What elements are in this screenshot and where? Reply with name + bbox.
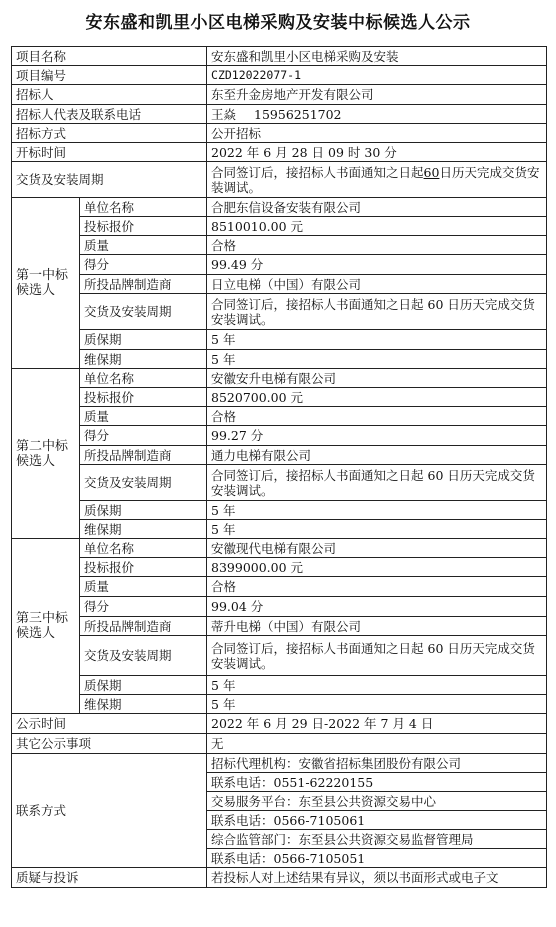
candidate-3-label-warranty: 质保期 <box>80 676 207 695</box>
candidate-3-label-brand: 所投品牌制造商 <box>80 617 207 636</box>
candidate-1-label-period: 交货及安装周期 <box>80 294 207 330</box>
candidate-3-value-price: 8399000.00 元 <box>207 558 547 577</box>
label-publicity: 公示时间 <box>12 714 207 734</box>
row-publicity <box>12 714 547 734</box>
contact-line-6: 联系电话：0566-7105051 <box>207 849 547 868</box>
row-contact-line <box>12 754 547 773</box>
label-open-time: 开标时间 <box>12 143 207 162</box>
candidate-2-row-maintenance <box>12 520 547 539</box>
candidate-3-row-score <box>12 597 547 617</box>
candidate-3-label-score: 得分 <box>80 597 207 617</box>
candidate-1-value-price: 8510010.00 元 <box>207 217 547 236</box>
contact-line-2: 联系电话：0551-62220155 <box>207 773 547 792</box>
candidate-3-value-period: 合同签订后，接招标人书面通知之日起 60 日历天完成交货安装调试。 <box>207 636 547 676</box>
label-rep: 招标人代表及联系电话 <box>12 105 207 124</box>
candidate-2-row-score <box>12 426 547 446</box>
value-open-time: 2022 年 6 月 28 日 09 时 30 分 <box>207 143 547 162</box>
contact-line-4: 联系电话：0566-7105061 <box>207 811 547 830</box>
bid-table <box>11 46 547 888</box>
candidate-3-group-label: 第三中标候选人 <box>12 539 80 714</box>
row-open-time <box>12 143 547 162</box>
value-rep <box>207 105 547 124</box>
candidate-3-row-quality <box>12 577 547 597</box>
candidate-1-label-quality: 质量 <box>80 236 207 255</box>
candidate-3-label-maintenance: 维保期 <box>80 695 207 714</box>
row-delivery <box>12 162 547 198</box>
candidate-2-row-price <box>12 388 547 407</box>
candidate-1-value-maintenance: 5 年 <box>207 350 547 369</box>
candidate-2-label-brand: 所投品牌制造商 <box>80 446 207 465</box>
candidate-1-value-unit: 合肥东信设备安装有限公司 <box>207 198 547 217</box>
candidate-1-label-unit: 单位名称 <box>80 198 207 217</box>
candidate-3-value-brand: 蒂升电梯（中国）有限公司 <box>207 617 547 636</box>
candidate-1-label-price: 投标报价 <box>80 217 207 236</box>
row-other <box>12 734 547 754</box>
label-project-name: 项目名称 <box>12 47 207 66</box>
candidate-3-value-unit: 安徽现代电梯有限公司 <box>207 539 547 558</box>
label-complaint: 质疑与投诉 <box>12 868 207 888</box>
candidate-2-value-unit: 安徽安升电梯有限公司 <box>207 369 547 388</box>
contact-line-5: 综合监管部门：东至县公共资源交易监督管理局 <box>207 830 547 849</box>
candidate-3-row-brand <box>12 617 547 636</box>
candidate-3-value-warranty: 5 年 <box>207 676 547 695</box>
delivery-days: 60 <box>423 164 440 180</box>
candidate-1-row-score <box>12 255 547 275</box>
candidate-2-label-quality: 质量 <box>80 407 207 426</box>
candidate-3-row-price <box>12 558 547 577</box>
candidate-2-value-period: 合同签订后，接招标人书面通知之日起 60 日历天完成交货安装调试。 <box>207 465 547 501</box>
candidate-2-group-label: 第二中标候选人 <box>12 369 80 539</box>
row-rep <box>12 105 547 124</box>
candidate-2-value-quality: 合格 <box>207 407 547 426</box>
candidate-3-label-unit: 单位名称 <box>80 539 207 558</box>
label-other: 其它公示事项 <box>12 734 207 754</box>
label-contact: 联系方式 <box>12 754 207 868</box>
candidate-2-value-brand: 通力电梯有限公司 <box>207 446 547 465</box>
candidate-1-label-score: 得分 <box>80 255 207 275</box>
candidate-2-row-brand <box>12 446 547 465</box>
value-complaint: 若投标人对上述结果有异议，须以书面形式或电子文 <box>207 868 547 888</box>
candidate-2-value-maintenance: 5 年 <box>207 520 547 539</box>
page-title: 安东盛和凯里小区电梯采购及安装中标候选人公示 <box>85 13 471 33</box>
value-other: 无 <box>207 734 547 754</box>
contact-line-1: 招标代理机构：安徽省招标集团股份有限公司 <box>207 754 547 773</box>
delivery-post: 日历天完成交货安装调试。 <box>211 164 540 195</box>
candidate-1-value-score: 99.49 分 <box>207 255 547 275</box>
candidate-1-row-maintenance <box>12 350 547 369</box>
candidate-2-row-warranty <box>12 501 547 520</box>
label-delivery: 交货及安装周期 <box>12 162 207 198</box>
rep-phone: 15956251702 <box>254 106 342 122</box>
candidate-1-label-maintenance: 维保期 <box>80 350 207 369</box>
candidate-3-row-warranty <box>12 676 547 695</box>
value-project-name: 安东盛和凯里小区电梯采购及安装 <box>207 47 547 66</box>
contact-line-3: 交易服务平台：东至县公共资源交易中心 <box>207 792 547 811</box>
candidate-1-label-brand: 所投品牌制造商 <box>80 275 207 294</box>
candidate-2-label-warranty: 质保期 <box>80 501 207 520</box>
candidate-2-row-unit <box>12 369 547 388</box>
candidate-3-row-period <box>12 636 547 676</box>
candidate-1-value-quality: 合格 <box>207 236 547 255</box>
delivery-pre: 合同签订后，接招标人书面通知之日起 <box>211 164 424 180</box>
row-method <box>12 124 547 143</box>
candidate-1-value-brand: 日立电梯（中国）有限公司 <box>207 275 547 294</box>
row-project-name <box>12 47 547 66</box>
candidate-1-row-period <box>12 294 547 330</box>
candidate-1-row-warranty <box>12 330 547 350</box>
label-tenderer: 招标人 <box>12 85 207 105</box>
candidate-3-value-maintenance: 5 年 <box>207 695 547 714</box>
value-tenderer: 东至升金房地产开发有限公司 <box>207 85 547 105</box>
candidate-1-value-warranty: 5 年 <box>207 330 547 350</box>
candidate-3-label-price: 投标报价 <box>80 558 207 577</box>
candidate-2-row-period <box>12 465 547 501</box>
candidate-1-group-label: 第一中标候选人 <box>12 198 80 369</box>
value-project-no: CZD12022077-1 <box>207 66 547 85</box>
candidate-2-row-quality <box>12 407 547 426</box>
row-complaint <box>12 868 547 888</box>
value-publicity: 2022 年 6 月 29 日-2022 年 7 月 4 日 <box>207 714 547 734</box>
candidate-3-label-quality: 质量 <box>80 577 207 597</box>
value-method: 公开招标 <box>207 124 547 143</box>
label-method: 招标方式 <box>12 124 207 143</box>
candidate-2-label-price: 投标报价 <box>80 388 207 407</box>
row-project-no <box>12 66 547 85</box>
row-tenderer <box>12 85 547 105</box>
candidate-2-label-unit: 单位名称 <box>80 369 207 388</box>
candidate-3-row-unit <box>12 539 547 558</box>
candidate-3-row-maintenance <box>12 695 547 714</box>
candidate-2-value-price: 8520700.00 元 <box>207 388 547 407</box>
candidate-2-value-warranty: 5 年 <box>207 501 547 520</box>
candidate-1-row-brand <box>12 275 547 294</box>
candidate-3-value-score: 99.04 分 <box>207 597 547 617</box>
candidate-1-label-warranty: 质保期 <box>80 330 207 350</box>
candidate-2-value-score: 99.27 分 <box>207 426 547 446</box>
candidate-3-value-quality: 合格 <box>207 577 547 597</box>
candidate-2-label-maintenance: 维保期 <box>80 520 207 539</box>
candidate-1-row-quality <box>12 236 547 255</box>
candidate-3-label-period: 交货及安装周期 <box>80 636 207 676</box>
candidate-1-value-period: 合同签订后，接招标人书面通知之日起 60 日历天完成交货安装调试。 <box>207 294 547 330</box>
rep-name: 王焱 <box>211 106 237 122</box>
value-delivery <box>207 162 547 198</box>
label-project-no: 项目编号 <box>12 66 207 85</box>
candidate-1-row-unit <box>12 198 547 217</box>
candidate-2-label-score: 得分 <box>80 426 207 446</box>
candidate-1-row-price <box>12 217 547 236</box>
candidate-2-label-period: 交货及安装周期 <box>80 465 207 501</box>
